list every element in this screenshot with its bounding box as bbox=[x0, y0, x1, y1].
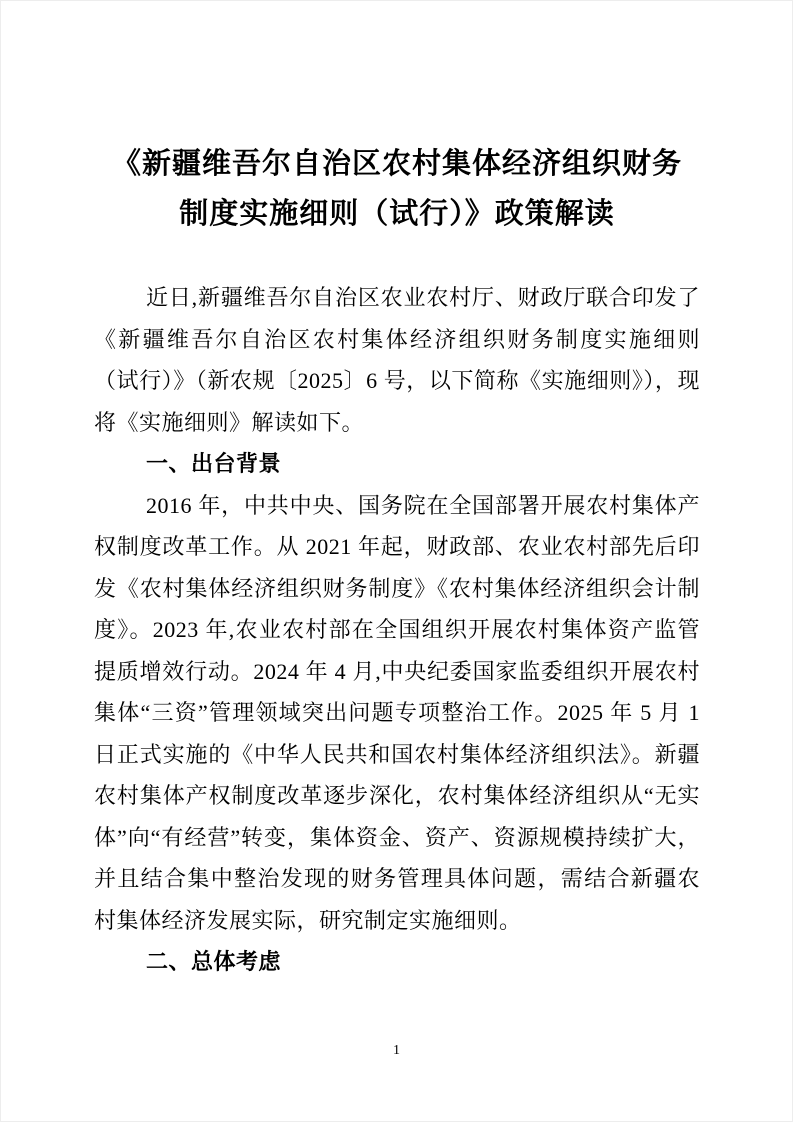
intro-paragraph: 近日,新疆维吾尔自治区农业农村厅、财政厅联合印发了《新疆维吾尔自治区农村集体经济组织财务制度实施细则（试行）》（新农规〔2025〕6 号，以下简称《实施细则》），现将《实施细则》解读如下。 bbox=[94, 285, 700, 435]
document-title bbox=[94, 139, 700, 239]
section-heading-background: 一、出台背景 bbox=[146, 451, 282, 476]
page-number: 1 bbox=[393, 1043, 400, 1058]
section-heading-overall-considerations: 二、总体考虑 bbox=[146, 949, 282, 974]
document-title-line-2: 制度实施细则（试行）》政策解读 bbox=[179, 198, 615, 230]
document-title-line-1: 《新疆维吾尔自治区农村集体经济组织财务 bbox=[111, 148, 682, 180]
background-paragraph: 2016 年，中共中央、国务院在全国部署开展农村集体产权制度改革工作。从 2021 年起，财政部、农业农村部先后印发《农村集体经济组织财务制度》《农村集体经济组织会计制度》。2023 年,农业农村部在全国组织开展农村集体资产监管提质增效行动。2024 年 4 月,中央纪委国家监委组织开展农村集体“三资”管理领域突出问题专项整治工作。2025 年 5 月 1 日正式实施的《中华人民共和国农村集体经济组织法》。新疆农村集体产权制度改革逐步深化，农村集体经济组织从“无实体”向“有经营”转变，集体资金、资产、资源规模持续扩大，并且结合集中整治发现的财务管理具体问题，需结合新疆农村集体经济发展实际，研究制定实施细则。 bbox=[94, 492, 700, 933]
document-content bbox=[94, 139, 700, 983]
